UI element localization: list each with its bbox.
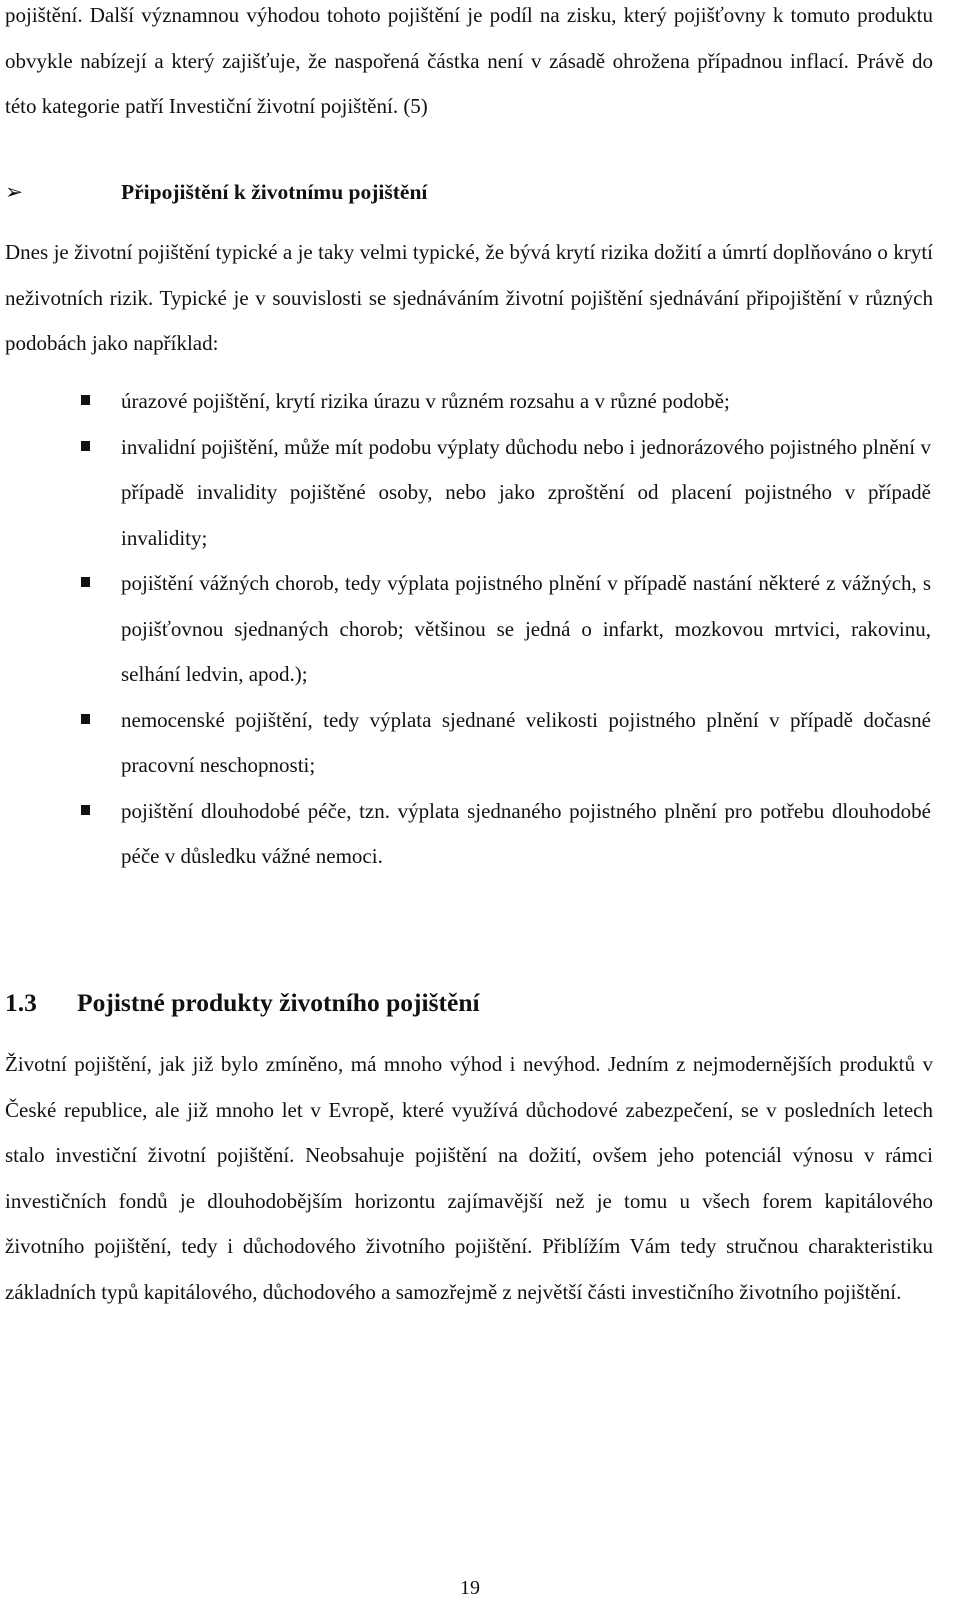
page-number: 19 bbox=[460, 1577, 480, 1599]
square-bullet-icon bbox=[81, 441, 90, 451]
square-bullet-icon bbox=[81, 714, 90, 724]
list-item-text: nemocenské pojištění, tedy výplata sjednané velikosti pojistného plnění v případě dočasné pracovní neschopnosti; bbox=[121, 707, 931, 777]
section-title: Pojistné produkty životního pojištění bbox=[77, 988, 480, 1017]
list-item bbox=[0, 379, 931, 425]
section-number: 1.3 bbox=[5, 988, 37, 1017]
square-bullet-icon bbox=[81, 805, 90, 815]
list-item bbox=[0, 789, 931, 880]
list-item-text: pojištění vážných chorob, tedy výplata pojistného plnění v případě nastání některé z vážných, s pojišťovnou sjednaných chorob; většinou se jedná o infarkt, mozkovou mrtvici, rakovinu, selhání ledvin, apod.); bbox=[121, 571, 931, 686]
paragraph-section: Životní pojištění, jak již bylo zmíněno, má mnoho výhod i nevýhod. Jedním z nejmodernějších produktů v České republice, ale již mnoho let v Evropě, které využívá důchodové zabezpečení, se v posledních letech stalo investiční životní pojištění. Neobsahuje pojištění na dožití, ovšem jeho potenciál výnosu v rámci investičních fondů je dlouhodobějším horizontu zajímavější než je tomu u všech forem kapitálového životního pojištění, tedy i důchodového životního pojištění. Přiblížím Vám tedy stručnou charakteristiku základních typů kapitálového, důchodového a samozřejmě z největší části investičního životního pojištění. bbox=[5, 1052, 933, 1304]
arrow-bullet-icon: ➢ bbox=[5, 180, 24, 204]
list-item bbox=[0, 698, 931, 789]
list-item-text: úrazové pojištění, krytí rizika úrazu v různém rozsahu a v různé podobě; bbox=[121, 389, 730, 413]
list-item bbox=[0, 561, 931, 698]
list-item-text: pojištění dlouhodobé péče, tzn. výplata sjednaného pojistného plnění pro potřebu dlouhodobé péče v důsledku vážné nemoci. bbox=[121, 798, 931, 868]
list-item bbox=[0, 425, 931, 562]
list-item-text: invalidní pojištění, může mít podobu výplaty důchodu nebo i jednorázového pojistného plnění v případě invalidity pojištěné osoby, nebo jako zproštění od placení pojistného v případě invalidity; bbox=[121, 434, 931, 550]
paragraph-intro: Dnes je životní pojištění typické a je taky velmi typické, že bývá krytí rizika dožití a úmrtí doplňováno o krytí neživotních rizik. Typické je v souvislosti se sjednáváním životní pojištění sjednávání připojištění v různých podobách jako například: bbox=[5, 240, 933, 355]
paragraph-top: pojištění. Další významnou výhodou tohoto pojištění je podíl na zisku, který pojišťovny k tomuto produktu obvykle nabízejí a který zajišťuje, že naspořená částka není v zásadě ohrožena případnou inflací. Právě do této kategorie patří Investiční životní pojištění. (5) bbox=[5, 3, 933, 118]
section-heading bbox=[5, 980, 480, 1025]
subheading bbox=[5, 170, 427, 215]
square-bullet-icon bbox=[81, 395, 90, 405]
square-bullet-icon bbox=[81, 577, 90, 587]
subheading-title: Připojištění k životnímu pojištění bbox=[121, 180, 428, 204]
rider-list bbox=[0, 379, 940, 880]
